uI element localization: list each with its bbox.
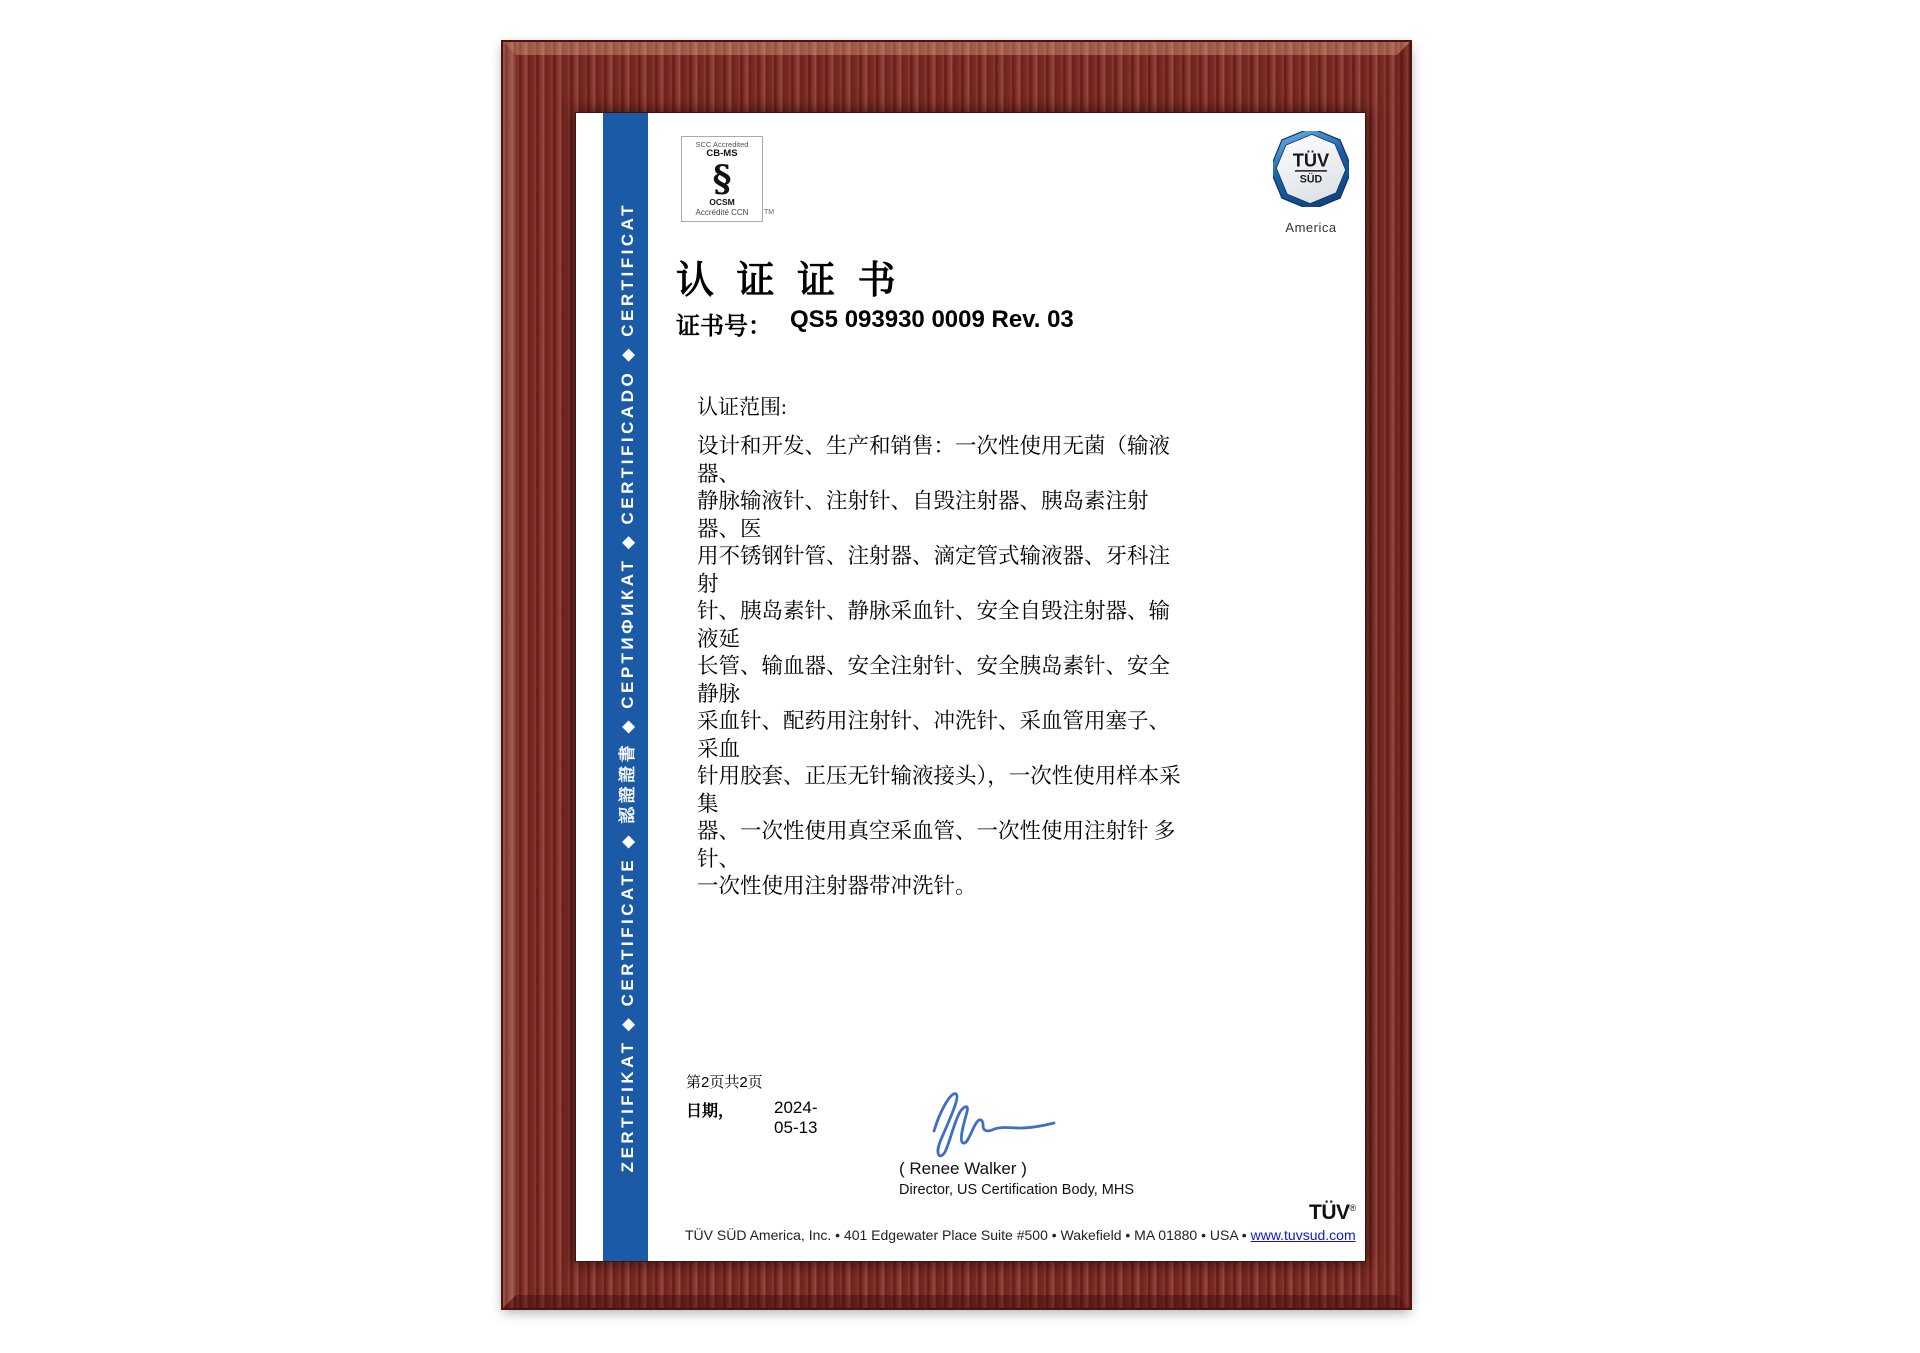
scc-line2: CB-MS: [706, 148, 738, 160]
signer-name: ( Renee Walker ): [899, 1159, 1027, 1178]
scope-line: 采血针、配药用注射针、冲洗针、采血管用塞子、采血: [697, 709, 1171, 761]
date-label: 日期，: [686, 1103, 735, 1120]
footer-website-link[interactable]: www.tuvsud.com: [1250, 1227, 1356, 1243]
scope-line: 设计和开发、生产和销售：一次性使用无菌（输液器、: [697, 434, 1171, 486]
page-indicator: 第2页共2页: [686, 1074, 763, 1091]
certificate-title: 认 证 证 书: [676, 260, 902, 302]
svg-text:SÜD: SÜD: [1299, 173, 1323, 186]
scope-heading: 认证范围:: [697, 395, 787, 419]
signature-handwriting: [898, 1081, 1063, 1164]
svg-text:TÜV: TÜV: [1292, 149, 1330, 171]
scc-spiral-icon: §: [712, 158, 732, 201]
certificate-page: [576, 113, 1365, 1261]
tuv-region-label: America: [1285, 220, 1337, 235]
scc-line3: OCSM: [709, 197, 735, 208]
certificate-number-row: [676, 306, 1074, 341]
wooden-frame: [503, 42, 1410, 1308]
signer-title: Director, US Certification Body, MHS: [899, 1182, 1135, 1198]
scc-accreditation-logo: [681, 136, 763, 222]
registered-mark: ®: [1349, 1203, 1356, 1213]
signature-icon: [898, 1081, 1063, 1159]
scope-line: 器、一次性使用真空采血管、一次性使用注射针 多针、: [697, 819, 1176, 871]
date-value: 2024-05-13: [774, 1098, 818, 1137]
tuv-wordmark-text: TÜV: [1309, 1201, 1350, 1224]
scope-line: 静脉输液针、注射针、自毁注射器、胰岛素注射器、医: [697, 489, 1149, 541]
certificate-number-label: 证书号：: [676, 313, 772, 340]
tuv-wordmark: [1309, 1201, 1356, 1225]
tuv-sud-logo: [1273, 131, 1349, 235]
footer-text: TÜV SÜD America, Inc. • 401 Edgewater Place Suite #500 • Wakefield • MA 01880 • USA •: [685, 1227, 1251, 1243]
scope-body: [697, 433, 1181, 901]
scope-line: 长管、输血器、安全注射针、安全胰岛素针、安全静脉: [697, 654, 1171, 706]
scc-line1: SCC Accredited: [695, 139, 749, 149]
scope-line: 针用胶套、正压无针输液接头），一次性使用样本采集: [697, 764, 1181, 816]
scc-line4: Accrédité CCN: [695, 208, 749, 218]
side-banner-text: ZERTIFIKAT ◆ CERTIFICATE ◆ 認證證書 ◆ СЕРТИФИКАТ ◆ CERTIFICADO ◆ CERTIFICAT: [618, 201, 637, 1173]
date-row: [686, 1098, 818, 1137]
certificate-number-value: QS5 093930 0009 Rev. 03: [790, 306, 1074, 333]
scope-line: 一次性使用注射器带冲洗针。: [697, 874, 977, 898]
scope-line: 用不锈钢针管、注射器、滴定管式输液器、牙科注射: [697, 544, 1171, 596]
scope-line: 针、胰岛素针、静脉采血针、安全自毁注射器、输液延: [697, 599, 1171, 651]
footer-address: [685, 1227, 1356, 1243]
side-banner: [603, 113, 648, 1261]
scc-trademark: TM: [764, 209, 775, 216]
tuv-octagon-icon: [1273, 131, 1349, 207]
